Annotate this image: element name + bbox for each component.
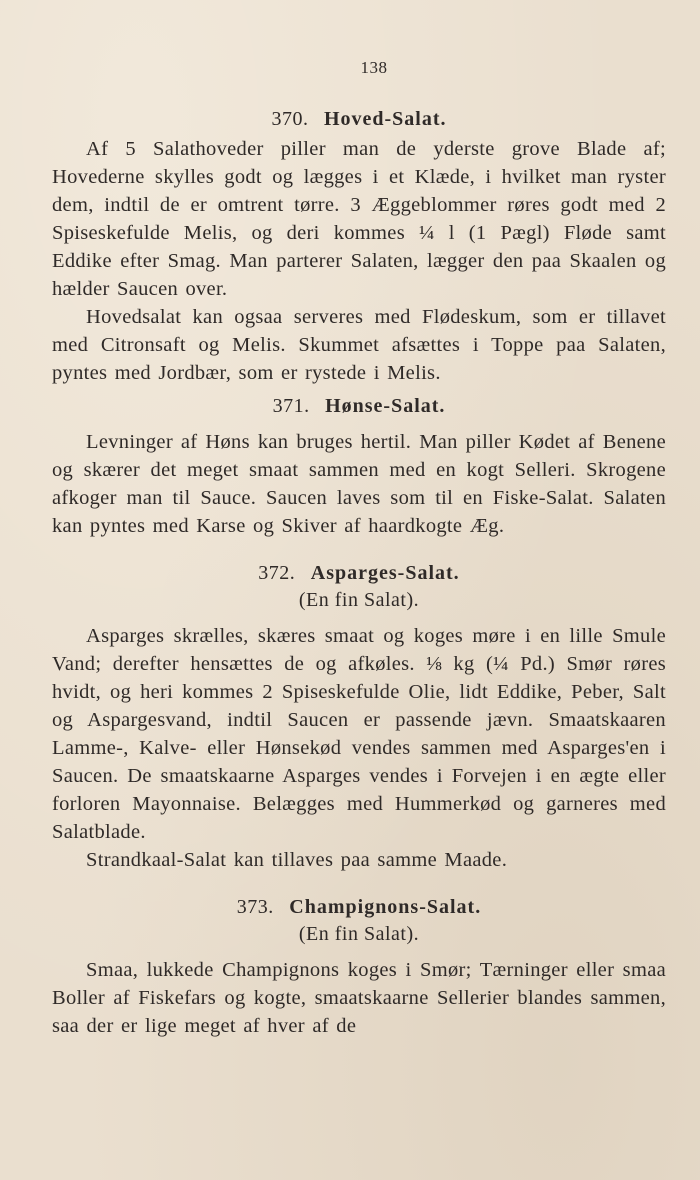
recipe-heading <box>52 896 666 919</box>
recipe-number: 373. <box>236 896 274 918</box>
recipe-paragraph: Smaa, lukkede Champignons koges i Smør; Tærninger eller smaa Boller af Fiskefars og kogte, smaatskaarne Sellerier blandes sammen, saa der er lige meget af hver af de <box>52 959 666 1037</box>
recipe-paragraph: Af 5 Salathoveder piller man de yderste grove Blade af; Hovederne skylles godt og lægges i et Klæde, i hvilket man ryster dem, indtil de er omtrent tørre. 3 Æggeblommer røres godt med 2 Spiseskefulde Melis, og deri kommes ¼ l (1 Pægl) Fløde samt Eddike efter Smag. Man parterer Salaten, lægger den paa Skaalen og hælder Saucen over. <box>52 138 666 300</box>
recipe-372 <box>52 562 666 874</box>
recipe-title: Hønse-Salat. <box>325 395 446 417</box>
recipe-373 <box>52 896 666 1040</box>
recipe-paragraph: Hovedsalat kan ogsaa serveres med Flødeskum, som er tillavet med Citronsaft og Melis. Skummet afsættes i Toppe paa Salaten, pyntes med Jordbær, som er rystede i Melis. <box>52 306 666 384</box>
recipe-subtitle: (En fin Salat). <box>298 589 420 611</box>
recipe-paragraph: Strandkaal-Salat kan tillaves paa samme Maade. <box>86 849 508 871</box>
recipe-paragraph: Asparges skrælles, skæres smaat og koges møre i en lille Smule Vand; derefter hensættes de og afkøles. ⅛ kg (¼ Pd.) Smør røres hvidt, og heri kommes 2 Spiseskefulde Olie, lidt Eddike, Peber, Salt og Aspargesvand, indtil Saucen er passende jævn. Smaatskaaren Lamme-, Kalve- eller Hønsekød vendes sammen med Asparges'en i Saucen. De smaatskaarne Asparges vendes i Forvejen i en ægte eller forloren Mayonnaise. Belægges med Hummerkød og garneres med Salatblade. <box>52 625 666 843</box>
recipe-title: Champignons-Salat. <box>289 896 482 918</box>
recipe-heading <box>52 562 666 585</box>
recipe-heading <box>52 108 666 131</box>
recipe-number: 370. <box>271 108 309 130</box>
recipe-title: Hoved-Salat. <box>323 108 447 130</box>
recipe-number: 372. <box>258 562 296 584</box>
recipe-number: 371. <box>272 395 310 417</box>
recipe-subtitle: (En fin Salat). <box>298 923 420 945</box>
page-number: 138 <box>360 58 388 77</box>
recipe-heading <box>52 395 666 418</box>
recipe-370 <box>52 108 666 387</box>
recipe-paragraph: Levninger af Høns kan bruges hertil. Man piller Kødet af Benene og skærer det meget smaat sammen med en kogt Selleri. Skrogene afkoger man til Sauce. Saucen laves som til en Fiske-Salat. Salaten kan pyntes med Karse og Skiver af haardkogte Æg. <box>52 431 666 537</box>
recipe-371 <box>52 395 666 540</box>
recipe-title: Asparges-Salat. <box>310 562 460 584</box>
